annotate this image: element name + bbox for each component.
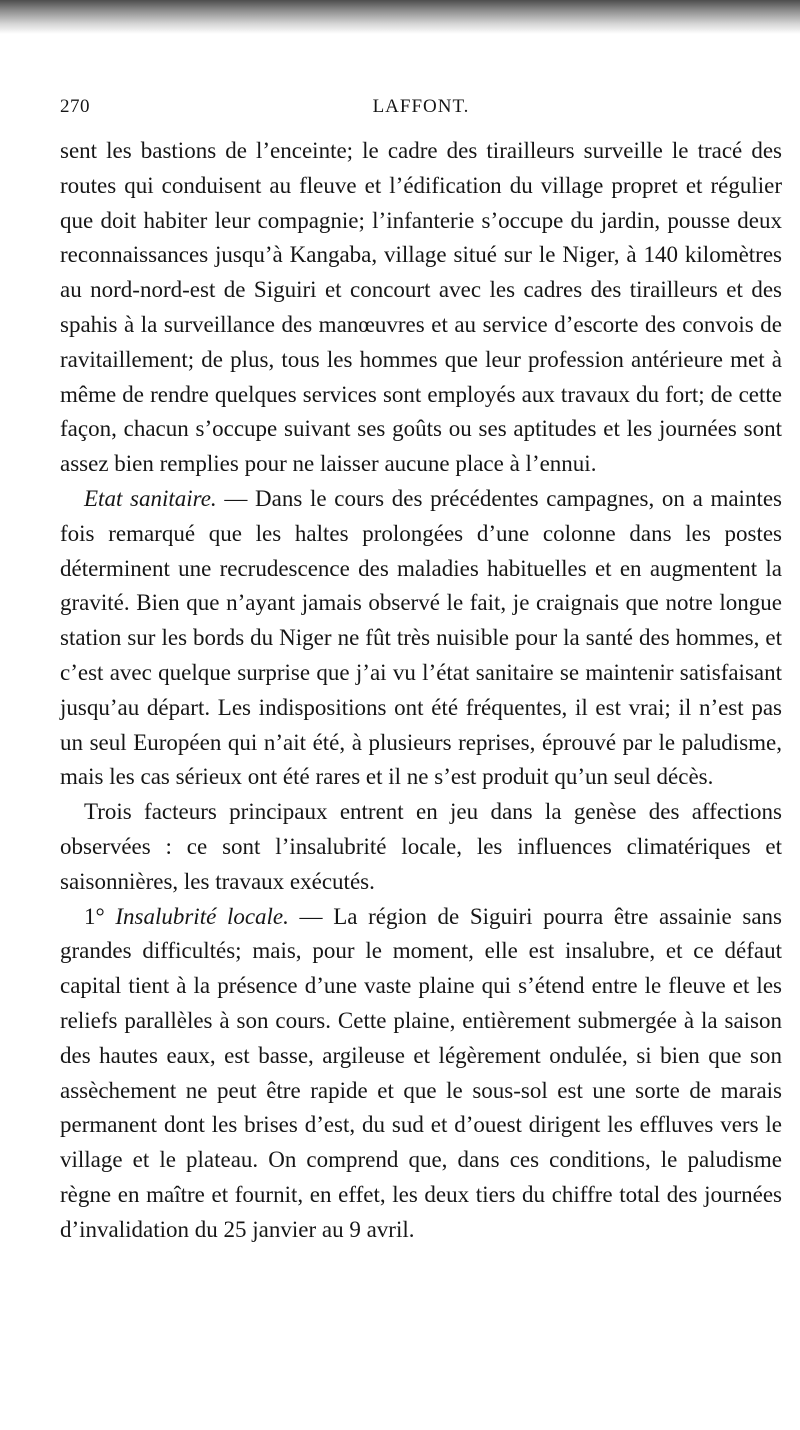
paragraph-trois-facteurs [60, 795, 782, 899]
paragraph-text: Trois facteurs principaux entrent en jeu dans la genèse des affections observées : ce sont l’insalubrité locale, les influences climatériques et saisonnières, les travaux exécutés. [60, 799, 782, 894]
paragraph-etat-sanitaire [60, 482, 782, 795]
paragraph-lead-number: 1° [84, 903, 116, 929]
scan-top-shadow [0, 0, 800, 34]
paragraph-text: — La région de Siguiri pourra être assainie sans grandes difficultés; mais, pour le moment, elle est insalubre, et ce défaut capital tient à la présence d’une vaste plaine qui s’étend entre le fleuve et les reliefs parallèles à son cours. Cette plaine, entièrement submergée à la saison des hautes eaux, est basse, argileuse et légèrement ondulée, si bien que son assèchement ne peut être rapide et que le sous-sol est une sorte de marais permanent dont les brises d’est, du sud et d’ouest dirigent les effluves vers le village et le plateau. On comprend que, dans ces conditions, le paludisme règne en maître et fournit, en effet, les deux tiers du chiffre total des journées d’invalidation du 25 janvier au 9 avril. [60, 903, 783, 1242]
section-heading-insalubrite-locale: Insalubrité locale. [115, 903, 289, 929]
page-header [60, 92, 782, 126]
paragraph-text: — Dans le cours des précédentes campagnes, on a maintes fois remarqué que les haltes prolongées d’une colonne dans les postes déterminent une recrudescence des maladies habituelles et en augmentent la gravité. Bien que n’ayant jamais observé le fait, je craignais que notre longue station sur les bords du Niger ne fût très nuisible pour la santé des hommes, et c’est avec quelque surprise que j’ai vu l’état sanitaire se maintenir satisfaisant jusqu’au départ. Les indispositions ont été fréquentes, il est vrai; il n’est pas un seul Européen qui n’ait été, à plusieurs reprises, éprouvé par le paludisme, mais les cas sérieux ont été rares et il ne s’est produit qu’un seul décès. [60, 485, 782, 790]
paragraph-continuation [60, 134, 782, 482]
paragraph-insalubrite-locale [60, 900, 782, 1248]
page-number: 270 [60, 96, 90, 117]
running-head: LAFFONT. [372, 96, 470, 117]
body-text [60, 134, 782, 1248]
section-heading-etat-sanitaire: Etat sanitaire. [84, 485, 217, 511]
book-page [60, 92, 782, 1248]
paragraph-text: sent les bastions de l’enceinte; le cadre des tirailleurs surveille le tracé des routes qui conduisent au fleuve et l’édification du village propret et régulier que doit habiter leur compagnie; l’infanterie s’occupe du jardin, pousse deux reconnaissances jusqu’à Kangaba, village situé sur le Niger, à 140 kilomètres au nord-nord-est de Siguiri et concourt avec les cadres des tirailleurs et des spahis à la surveillance des manœuvres et au service d’escorte des convois de ravitaillement; de plus, tous les hommes que leur profession antérieure met à même de rendre quelques services sont employés aux travaux du fort; de cette façon, chacun s’occupe suivant ses goûts ou ses aptitudes et les journées sont assez bien remplies pour ne laisser aucune place à l’ennui. [60, 138, 782, 477]
